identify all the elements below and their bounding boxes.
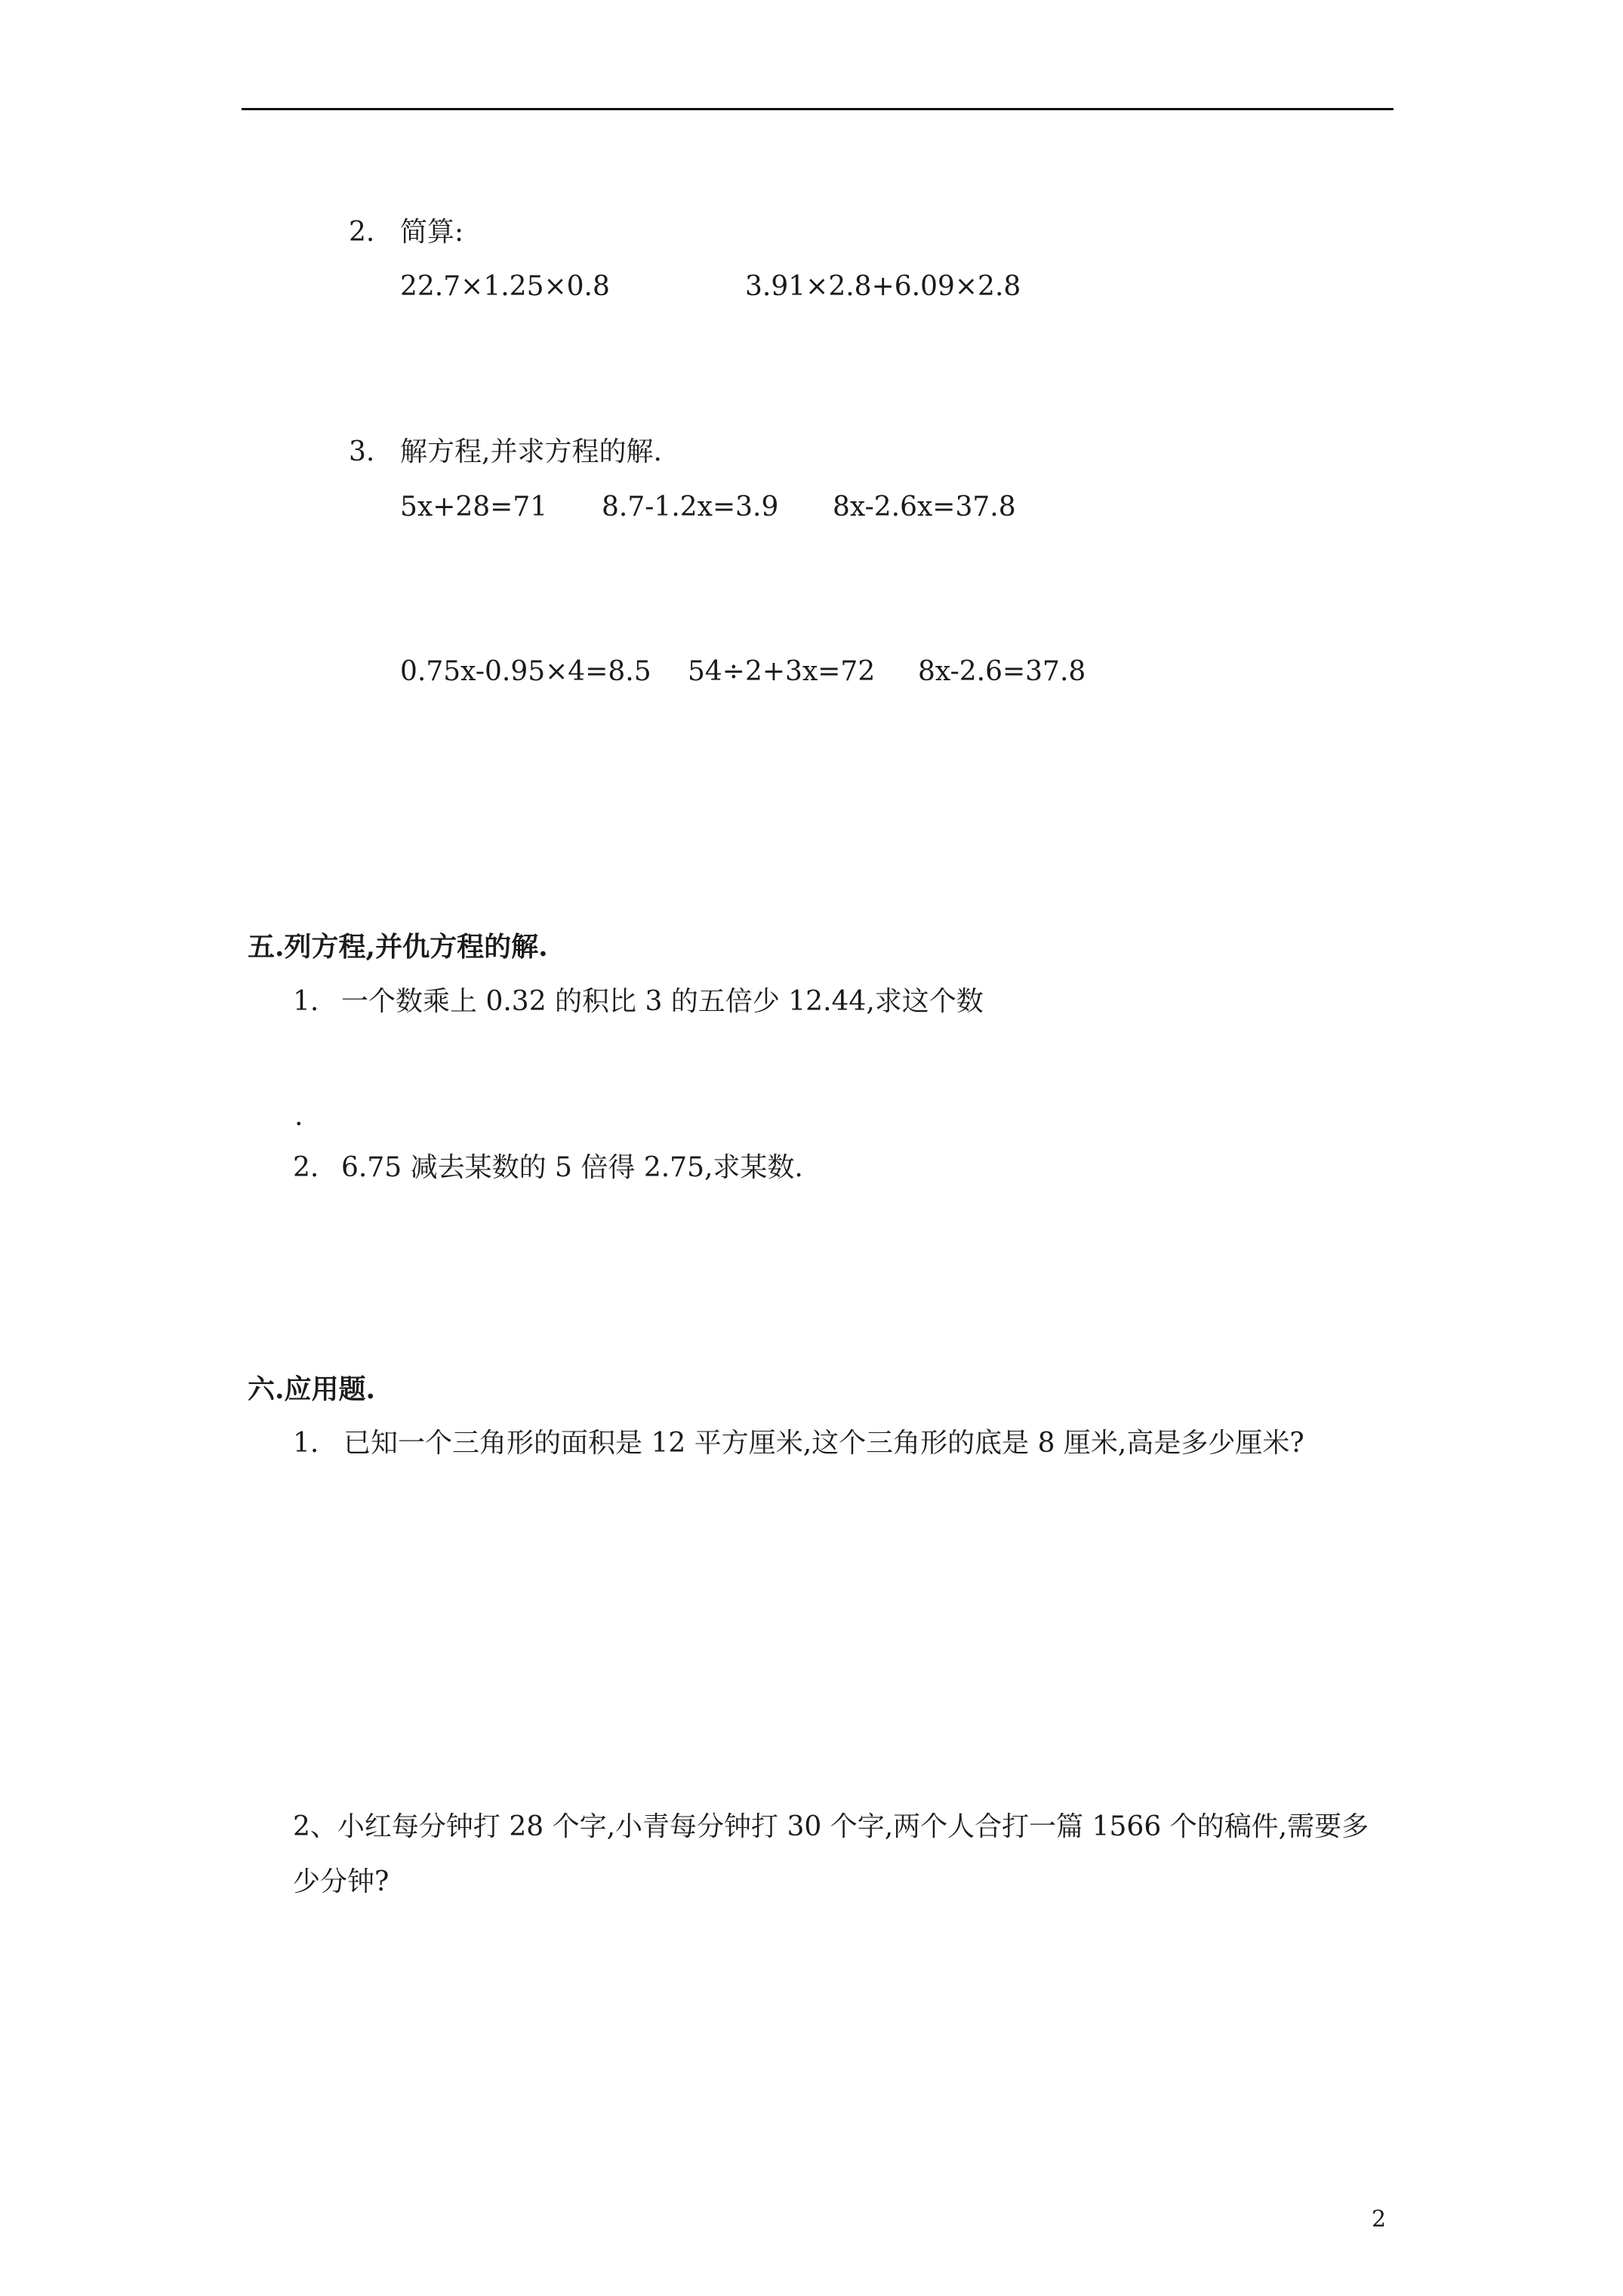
equation-3: 8x-2.6x=37.8 [833,492,1016,522]
section-5-heading: 五.列方程,并仇方程的解. [248,931,548,963]
expression-1: 22.7×1.25×0.8 [400,271,610,302]
equation-6: 8x-2.6=37.8 [918,656,1086,687]
expression-2: 3.91×2.8+6.09×2.8 [745,271,1021,302]
equation-1: 5x+28=71 [400,492,548,522]
question-6-1-number: 1. [293,1428,319,1459]
question-6-2-line-2: 少分钟? [293,1866,390,1897]
equation-5: 54÷2+3x=72 [688,656,876,687]
question-5-2-number: 2. [293,1152,319,1183]
header-rule [242,108,1394,110]
section-6-heading: 六.应用题. [248,1373,376,1405]
question-5-1-number: 1. [293,986,319,1017]
question-6-2-line-1: 2、小红每分钟打 28 个字,小青每分钟打 30 个字,两个人合打一篇 1566 个的稿件,需要多 [293,1811,1369,1842]
page-number: 2 [1372,2206,1387,2233]
equation-4: 0.75x-0.95×4=8.5 [400,656,651,687]
question-6-1-text: 已知一个三角形的面积是 12 平方厘米,这个三角形的底是 8 厘米,高是多少厘米? [343,1428,1304,1459]
question-5-1-text: 一个数乘上 0.32 的积比 3 的五倍少 12.44,求这个数 [341,986,984,1017]
question-4-2-title: 简算: [400,217,464,248]
equation-2: 8.7-1.2x=3.9 [602,492,779,522]
question-4-3-title: 解方程,并求方程的解. [400,436,662,467]
question-4-3-number: 3. [349,436,375,467]
question-5-2-text: 6.75 减去某数的 5 倍得 2.75,求某数. [341,1152,803,1183]
question-4-2-number: 2. [349,217,375,248]
stray-dot: . [294,1101,303,1132]
